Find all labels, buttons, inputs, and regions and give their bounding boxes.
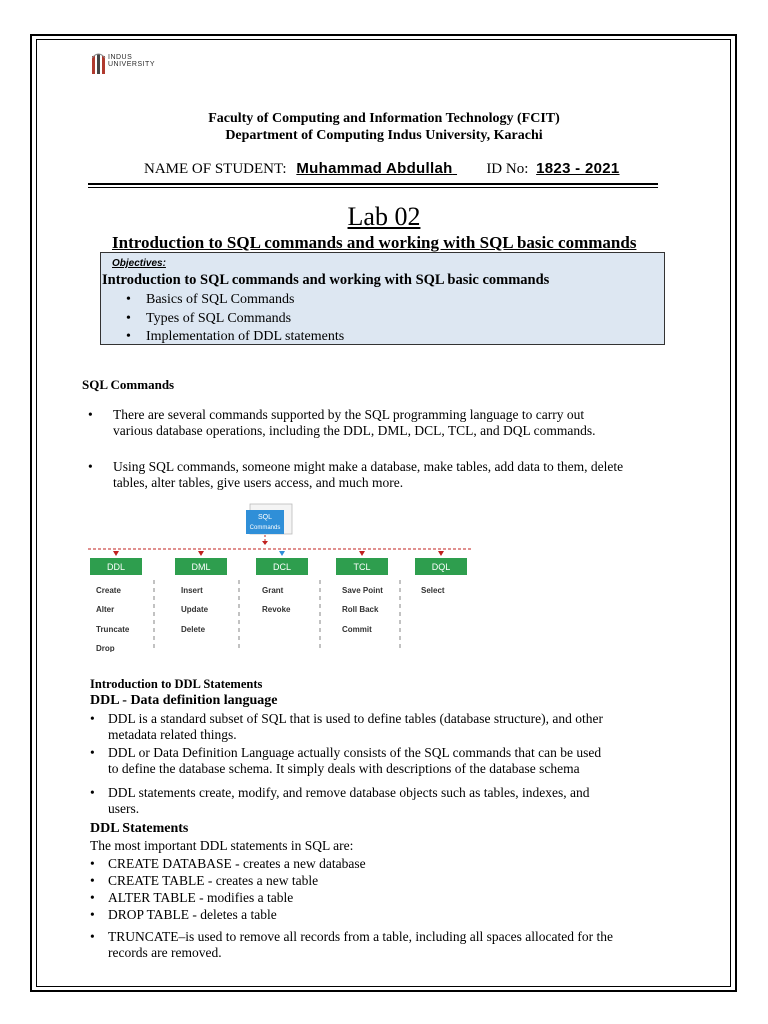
category-item: Revoke <box>262 605 291 614</box>
category-item: Update <box>181 605 209 614</box>
ddl-statement-item <box>90 890 293 906</box>
objective-item: • Implementation of DDL statements <box>126 329 345 344</box>
category-item: Create <box>96 586 121 595</box>
bullet-line: to define the database schema. It simply deals with descriptions of the database schema <box>108 761 580 776</box>
statement-line: ALTER TABLE - modifies a table <box>108 890 294 905</box>
ddl-statements-intro: The most important DDL statements in SQL are: <box>90 838 354 853</box>
ddl-bullet <box>90 785 589 817</box>
objectives-label: Objectives: <box>112 258 166 269</box>
root-label-2: Commands <box>249 525 281 531</box>
ddl-statements-heading: DDL Statements <box>90 821 189 836</box>
ddl-definition-heading: DDL - Data definition language <box>90 693 278 708</box>
student-id: 1823 - 2021 <box>536 160 620 177</box>
logo-line-2: UNIVERSITY <box>108 61 156 68</box>
sql-bullet-1: • There are several commands supported by the SQL programming language to carry out various database operations, including the DDL, DML, DCL, TCL, and DQL commands. <box>88 407 596 438</box>
category-label-dml: DML <box>191 562 211 572</box>
bullet-line: various database operations, including the DDL, DML, DCL, TCL, and DQL commands. <box>113 423 596 438</box>
faculty-title: Faculty of Computing and Information Technology (FCIT) <box>208 111 560 126</box>
bullet-line: users. <box>108 801 140 816</box>
category-item: Grant <box>262 586 284 595</box>
category-item: Roll Back <box>342 605 379 614</box>
objective-item: • Basics of SQL Commands <box>126 292 295 307</box>
category-item: Save Point <box>342 586 383 595</box>
bullet-line: Using SQL commands, someone might make a database, make tables, add data to them, delete <box>113 459 624 474</box>
bullet-glyph: • <box>90 890 95 905</box>
objective-text: Basics of SQL Commands <box>146 292 295 307</box>
sql-commands-heading: SQL Commands <box>82 377 175 392</box>
category-arrow <box>198 551 204 556</box>
lab-title: Lab 02 <box>347 202 421 231</box>
bullet-glyph: • <box>90 711 95 726</box>
header-rule-thin <box>88 187 658 188</box>
bullet-line: metadata related things. <box>108 727 237 742</box>
id-label: ID No: <box>486 161 529 177</box>
bullet-line: DDL or Data Definition Language actually consists of the SQL commands that can be used <box>108 745 602 760</box>
ddl-statement-item <box>90 907 277 923</box>
objective-text: Types of SQL Commands <box>146 311 292 326</box>
statement-line: TRUNCATE–is used to remove all records from a table, including all spaces allocated for the <box>108 929 613 944</box>
statement-line: records are removed. <box>108 945 222 960</box>
category-label-ddl: DDL <box>106 562 126 572</box>
objective-item: • Types of SQL Commands <box>126 311 292 326</box>
category-arrow <box>279 551 285 556</box>
bullet-line: DDL statements create, modify, and remove database objects such as tables, indexes, and <box>108 785 590 800</box>
bullet-glyph: • <box>90 873 95 888</box>
student-name: Muhammad Abdullah <box>296 160 453 177</box>
ddl-intro-heading: Introduction to DDL Statements <box>90 677 263 691</box>
header-rule-thick <box>88 183 658 185</box>
category-item: Delete <box>181 625 206 634</box>
category-label-tcl: TCL <box>353 562 371 572</box>
bullet-line: There are several commands supported by the SQL programming language to carry out <box>113 407 585 422</box>
category-arrow <box>359 551 365 556</box>
department-title: Department of Computing Indus University, Karachi <box>225 128 543 143</box>
sql-bullet-2: • Using SQL commands, someone might make a database, make tables, add data to them, delete tables, alter tables, give users access, and much more. <box>88 459 624 490</box>
bullet-glyph: • <box>90 856 95 871</box>
ddl-statement-item <box>90 929 613 961</box>
name-underline-pad <box>453 160 483 177</box>
bullet-line: tables, alter tables, give users access, and much more. <box>113 475 404 490</box>
category-arrow <box>438 551 444 556</box>
objective-text: Implementation of DDL statements <box>146 329 345 344</box>
bullet-glyph: • <box>90 745 95 760</box>
ddl-statement-item <box>90 856 366 872</box>
bullet-glyph: • <box>90 785 95 800</box>
category-label-dql: DQL <box>431 562 451 572</box>
root-label-1: SQL <box>257 514 273 521</box>
category-item: Drop <box>96 644 115 652</box>
name-label: NAME OF STUDENT: <box>144 161 287 177</box>
student-info-row <box>144 160 620 178</box>
sql-commands-diagram <box>88 502 488 652</box>
objectives-heading: Introduction to SQL commands and working with SQL basic commands <box>102 272 550 288</box>
category-item: Alter <box>96 605 115 614</box>
category-item: Select <box>421 586 445 595</box>
ddl-bullet <box>90 745 601 777</box>
category-item: Commit <box>342 625 372 634</box>
logo-text <box>108 54 155 68</box>
statement-line: DROP TABLE - deletes a table <box>108 907 277 922</box>
ddl-bullet <box>90 711 603 743</box>
bullet-glyph: • <box>90 907 95 922</box>
category-arrow <box>113 551 119 556</box>
statement-line: CREATE DATABASE - creates a new database <box>108 856 366 871</box>
statement-line: CREATE TABLE - creates a new table <box>108 873 319 888</box>
lab-subtitle: Introduction to SQL commands and working with SQL basic commands <box>112 233 637 252</box>
category-item: Truncate <box>96 625 130 634</box>
logo-line-1: INDUS <box>108 54 133 61</box>
bullet-line: DDL is a standard subset of SQL that is used to define tables (database structure), and other <box>108 711 603 726</box>
category-label-dcl: DCL <box>272 562 292 572</box>
root-arrow <box>262 541 268 545</box>
bullet-glyph: • <box>90 929 95 944</box>
ddl-statement-item <box>90 873 318 889</box>
category-item: Insert <box>181 586 203 595</box>
